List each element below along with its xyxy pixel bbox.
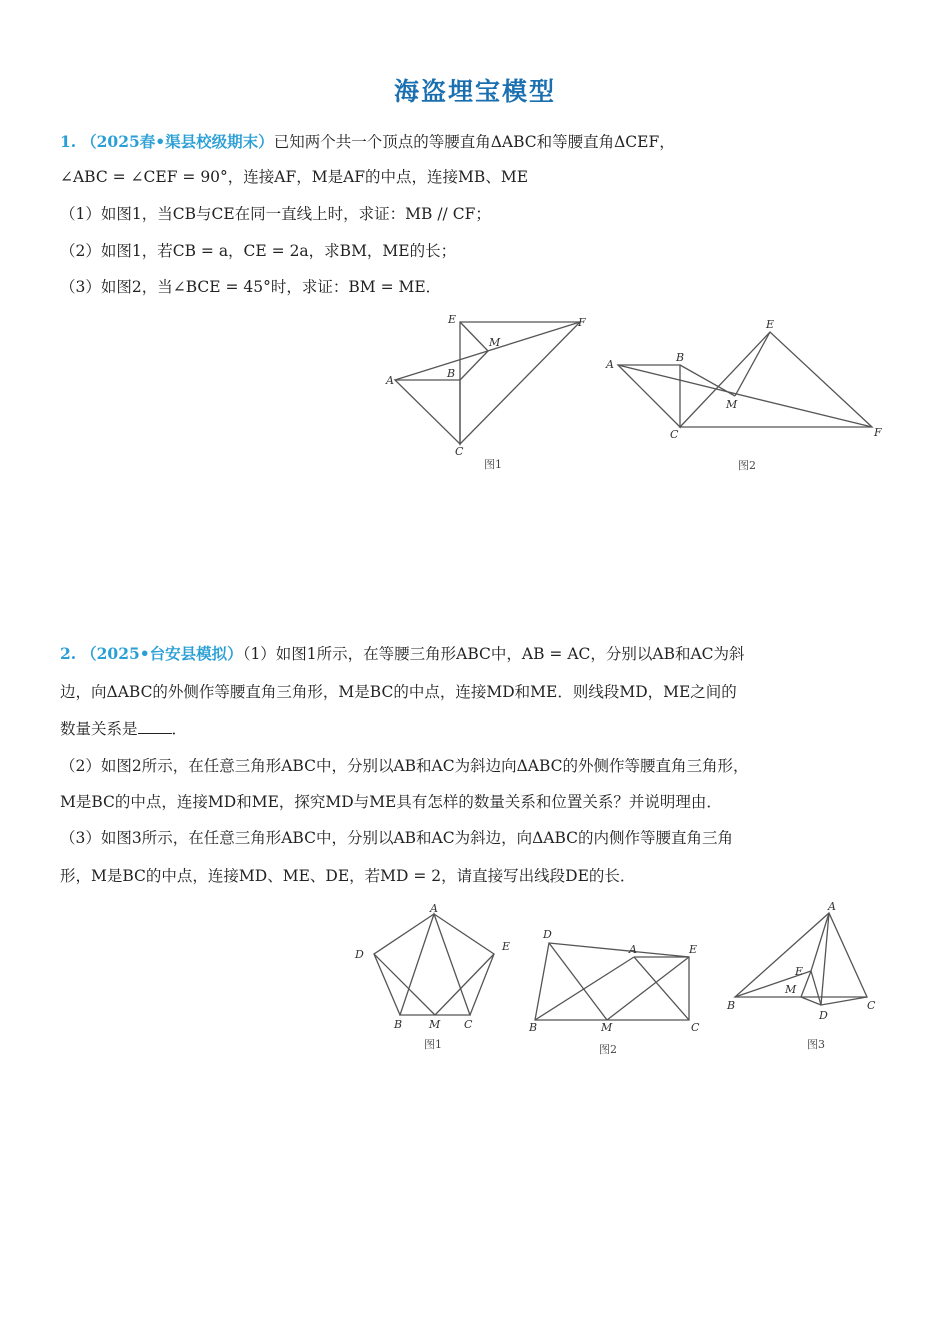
triangle-adb — [374, 914, 434, 1015]
q2-line3 — [60, 718, 187, 740]
label-e: E — [795, 965, 804, 978]
q2-line3-pre: 数量关系是 — [60, 720, 138, 738]
label-b: B — [394, 1018, 403, 1031]
q1-part2: （2）如图1，若CB = a，CE = 2a，求BM，ME的长； — [60, 242, 457, 260]
label-d: D — [355, 948, 364, 961]
segment-af — [618, 365, 872, 427]
label-a: A — [430, 902, 438, 915]
triangle-adc — [821, 913, 867, 1005]
label-c: C — [670, 428, 679, 441]
label-b: B — [447, 367, 456, 380]
q1-line1: 已知两个共一个顶点的等腰直角ΔABC和等腰直角ΔCEF， — [273, 133, 675, 151]
segment-em — [460, 322, 488, 351]
q1-part1: （1）如图1，当CB与CE在同一直线上时，求证：MB // CF； — [60, 205, 491, 223]
q2-fig2-caption: 图2 — [599, 1043, 617, 1056]
triangle-abc — [395, 380, 460, 444]
q2-figure-3 — [725, 895, 895, 1059]
label-a: A — [629, 943, 637, 956]
q2-source: （2025•台安县模拟） — [81, 644, 243, 663]
q1-fig1-caption: 图1 — [484, 458, 502, 471]
segment-md — [549, 943, 607, 1020]
label-c: C — [464, 1018, 473, 1031]
q2-fig1-caption: 图1 — [424, 1038, 442, 1051]
triangle-cef — [680, 332, 872, 427]
segment-md — [801, 997, 821, 1005]
q1-header — [60, 131, 675, 153]
q2-figure-1 — [350, 900, 520, 1064]
q1-number: 1. — [60, 132, 77, 151]
label-d: D — [543, 928, 552, 941]
label-c: C — [455, 445, 464, 458]
q2-part3a: （3）如图3所示，在任意三角形ABC中，分别以AB和AC为斜边，向ΔABC的内侧作等腰直角三角 — [60, 829, 734, 847]
q2-part3b: 形，M是BC的中点，连接MD、ME、DE，若MD = 2，请直接写出线段DE的长． — [60, 867, 636, 885]
q2-line2: 边，向ΔABC的外侧作等腰直角三角形，M是BC的中点，连接MD和ME．则线段MD，ME之间的 — [60, 683, 737, 701]
label-f: F — [874, 426, 882, 439]
label-d: D — [819, 1009, 828, 1022]
label-b: B — [727, 999, 736, 1012]
label-e: E — [448, 313, 457, 326]
label-a: A — [828, 900, 836, 913]
label-m: M — [429, 1018, 441, 1031]
q2-part2b: M是BC的中点，连接MD和ME，探究MD与ME具有怎样的数量关系和位置关系？并说明理由． — [60, 793, 722, 811]
q1-figure-1 — [380, 308, 600, 482]
label-m: M — [726, 398, 738, 411]
q1-line2: ∠ABC = ∠CEF = 90°，连接AF，M是AF的中点，连接MB、ME — [60, 168, 529, 186]
label-m: M — [601, 1021, 613, 1034]
page-title: 海盗埋宝模型 — [393, 77, 556, 106]
segment-md — [374, 954, 435, 1015]
label-a: A — [606, 358, 614, 371]
q1-figure-2 — [600, 312, 900, 481]
q2-figure-2 — [525, 925, 715, 1064]
q1-fig2-caption: 图2 — [738, 459, 756, 472]
label-b: B — [676, 351, 685, 364]
q1-part3: （3）如图2，当∠BCE = 45°时，求证：BM = ME． — [60, 278, 442, 296]
segment-bm — [680, 365, 735, 396]
segment-ac — [634, 957, 689, 1020]
label-m: M — [489, 336, 501, 349]
segment-me — [435, 954, 494, 1015]
label-b: B — [529, 1021, 538, 1034]
q2-line1: （1）如图1所示，在等腰三角形ABC中，AB = AC，分别以AB和AC为斜 — [242, 645, 745, 663]
label-c: C — [691, 1021, 700, 1034]
label-c: C — [867, 999, 876, 1012]
label-m: M — [785, 983, 797, 996]
label-a: A — [386, 374, 394, 387]
label-f: F — [578, 316, 586, 329]
q2-fig3-caption: 图3 — [807, 1038, 825, 1051]
q2-header — [60, 643, 745, 665]
triangle-abc — [735, 913, 867, 997]
label-e: E — [766, 318, 775, 331]
segment-de — [811, 971, 821, 1005]
q2-part2a: （2）如图2所示，在任意三角形ABC中，分别以AB和AC为斜边向ΔABC的外侧作等腰直角三角形， — [60, 757, 749, 775]
q2-number: 2. — [60, 644, 77, 663]
q1-source: （2025春•渠县校级期末） — [81, 132, 274, 151]
label-e: E — [502, 940, 511, 953]
answer-blank — [138, 719, 172, 734]
triangle-abc — [618, 365, 680, 427]
q2-line3-post: ． — [171, 720, 188, 738]
label-e: E — [689, 943, 698, 956]
